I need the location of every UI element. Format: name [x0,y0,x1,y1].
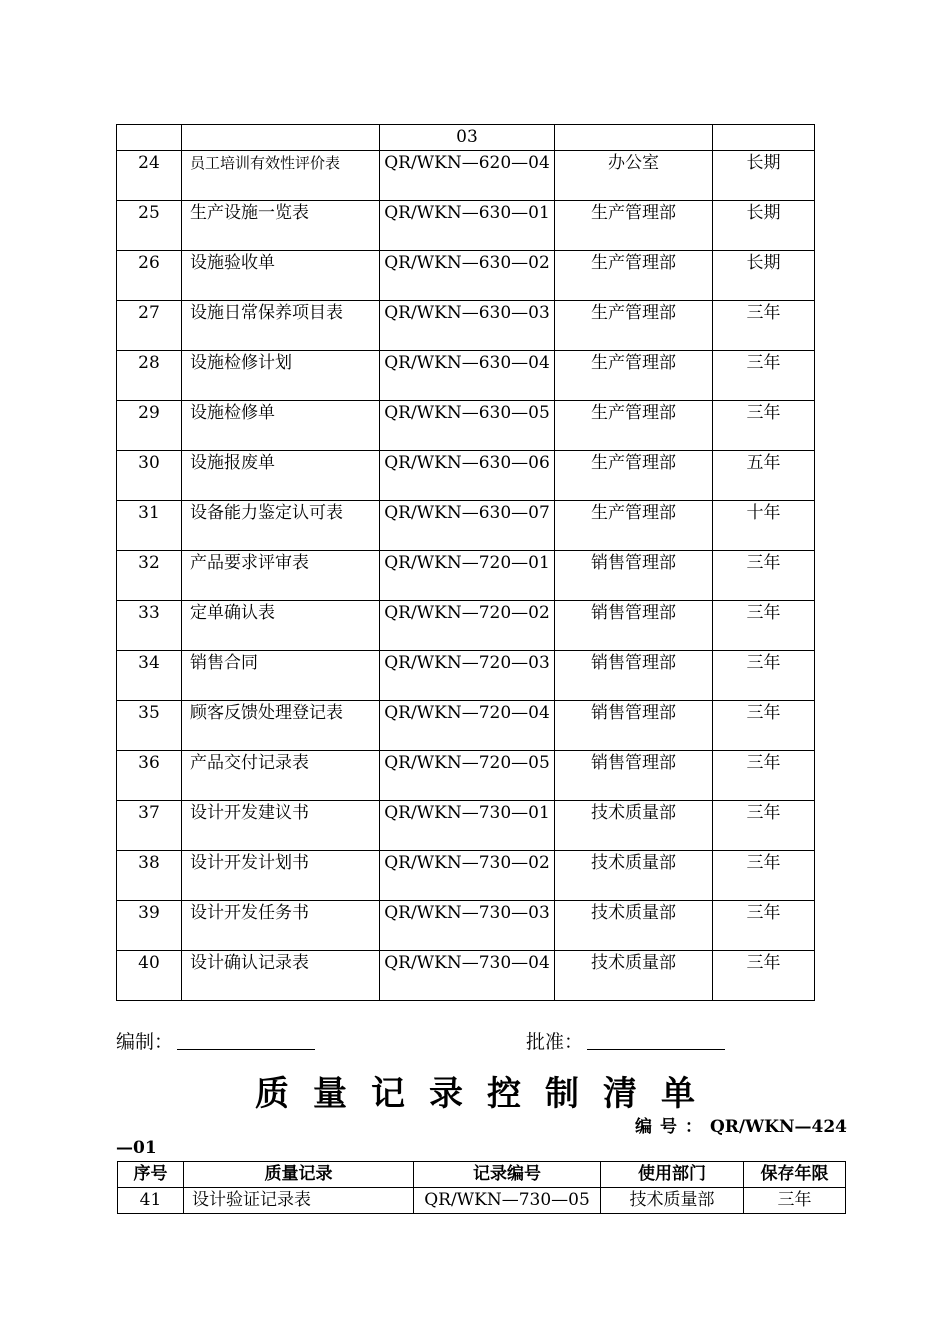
cell-department: 生产管理部 [555,501,713,551]
table-row [118,1188,846,1214]
cell-department: 销售管理部 [555,701,713,751]
document-number-value: QR/WKN—424 [709,1117,847,1137]
cell-record-name: 产品要求评审表 [182,551,380,601]
table-row [117,601,815,651]
cell-retention: 三年 [713,401,815,451]
cell-retention: 长期 [713,251,815,301]
cell-record-code: QR/WKN—730—01 [380,801,555,851]
cell-department: 技术质量部 [601,1188,744,1214]
cell-department: 技术质量部 [555,951,713,1001]
cell-retention: 三年 [713,851,815,901]
cell-record-code: QR/WKN—720—05 [380,751,555,801]
table-row [117,851,815,901]
record-table-continued [116,124,815,1001]
cell-record-code: QR/WKN—630—07 [380,501,555,551]
table-row [117,951,815,1001]
cell-record-name: 设计验证记录表 [184,1188,414,1214]
cell-record-code: QR/WKN—730—04 [380,951,555,1001]
cell-number: 29 [117,401,182,451]
cell-record-name: 员工培训有效性评价表 [182,151,380,201]
cell-number: 24 [117,151,182,201]
cell-retention: 长期 [713,201,815,251]
cell-department: 销售管理部 [555,651,713,701]
cell-department: 生产管理部 [555,251,713,301]
table-row [117,651,815,701]
table-row [117,551,815,601]
cell-department: 销售管理部 [555,751,713,801]
cell-record-code: QR/WKN—630—03 [380,301,555,351]
cell-number: 31 [117,501,182,551]
cell-record-code: QR/WKN—730—03 [380,901,555,951]
cell-record-name: 设备能力鉴定认可表 [182,501,380,551]
cell-record-code: QR/WKN—630—01 [380,201,555,251]
cell-department: 技术质量部 [555,851,713,901]
cell-retention: 十年 [713,501,815,551]
cell-record-name: 设计开发任务书 [182,901,380,951]
cell-number: 30 [117,451,182,501]
cell-record-name [182,125,380,151]
editor-signature-line[interactable] [177,1029,315,1050]
cell-record-name: 设施报废单 [182,451,380,501]
cell-number: 34 [117,651,182,701]
cell-department: 销售管理部 [555,601,713,651]
editor-signature [116,1027,315,1054]
cell-department: 技术质量部 [555,901,713,951]
cell-number: 27 [117,301,182,351]
table-header-row [118,1162,846,1188]
cell-department: 销售管理部 [555,551,713,601]
document-title: 质量记录控制清单 [255,1074,719,1114]
table-row [117,451,815,501]
cell-number: 28 [117,351,182,401]
cell-department: 生产管理部 [555,301,713,351]
cell-number: 25 [117,201,182,251]
cell-record-code: QR/WKN—630—02 [380,251,555,301]
cell-record-name: 设施检修单 [182,401,380,451]
cell-department: 生产管理部 [555,201,713,251]
cell-record-name: 设施检修计划 [182,351,380,401]
cell-number: 41 [118,1188,184,1214]
editor-label: 编制： [116,1031,174,1053]
approver-signature-line[interactable] [587,1029,725,1050]
cell-number [117,125,182,151]
document-number-label: 编号： [634,1117,710,1137]
cell-retention: 长期 [713,151,815,201]
cell-number: 40 [117,951,182,1001]
header-retention: 保存年限 [744,1162,846,1188]
cell-department: 生产管理部 [555,351,713,401]
table-row [117,201,815,251]
cell-record-name: 产品交付记录表 [182,751,380,801]
header-record: 质量记录 [184,1162,414,1188]
cell-record-name: 定单确认表 [182,601,380,651]
header-department: 使用部门 [601,1162,744,1188]
cell-department: 生产管理部 [555,401,713,451]
cell-retention: 三年 [713,751,815,801]
cell-department: 办公室 [555,151,713,201]
table-row [117,401,815,451]
cell-number: 32 [117,551,182,601]
cell-retention: 三年 [713,351,815,401]
cell-department: 技术质量部 [555,801,713,851]
cell-retention: 三年 [713,801,815,851]
cell-record-code: QR/WKN—630—06 [380,451,555,501]
cell-record-code: QR/WKN—720—02 [380,601,555,651]
table-row [117,801,815,851]
cell-retention [713,125,815,151]
cell-department: 生产管理部 [555,451,713,501]
table-row [117,501,815,551]
table-row [117,151,815,201]
table-row [117,751,815,801]
approver-signature [526,1027,725,1054]
table-row [117,301,815,351]
cell-record-name: 设计确认记录表 [182,951,380,1001]
cell-number: 33 [117,601,182,651]
table-row [117,125,815,151]
cell-record-code: 03 [380,125,555,151]
header-code: 记录编号 [414,1162,601,1188]
cell-record-code: QR/WKN—720—01 [380,551,555,601]
document-number-suffix: —01 [116,1138,157,1158]
cell-record-name: 销售合同 [182,651,380,701]
cell-record-name: 生产设施一览表 [182,201,380,251]
cell-number: 37 [117,801,182,851]
cell-department [555,125,713,151]
cell-retention: 三年 [744,1188,846,1214]
table-row [117,251,815,301]
cell-retention: 三年 [713,651,815,701]
cell-retention: 五年 [713,451,815,501]
cell-number: 39 [117,901,182,951]
table-row [117,701,815,751]
cell-number: 35 [117,701,182,751]
approver-label: 批准： [526,1031,584,1053]
cell-record-name: 设施日常保养项目表 [182,301,380,351]
cell-record-name: 设计开发建议书 [182,801,380,851]
cell-retention: 三年 [713,301,815,351]
cell-record-code: QR/WKN—720—04 [380,701,555,751]
cell-record-name: 顾客反馈处理登记表 [182,701,380,751]
cell-retention: 三年 [713,551,815,601]
cell-record-code: QR/WKN—630—04 [380,351,555,401]
cell-record-name: 设计开发计划书 [182,851,380,901]
cell-retention: 三年 [713,901,815,951]
record-table [117,1161,846,1214]
cell-record-code: QR/WKN—730—02 [380,851,555,901]
header-number: 序号 [118,1162,184,1188]
cell-number: 36 [117,751,182,801]
cell-record-code: QR/WKN—720—03 [380,651,555,701]
cell-record-code: QR/WKN—730—05 [414,1188,601,1214]
table-row [117,351,815,401]
document-number [635,1112,847,1137]
table-row [117,901,815,951]
cell-record-code: QR/WKN—630—05 [380,401,555,451]
cell-number: 38 [117,851,182,901]
cell-retention: 三年 [713,701,815,751]
cell-number: 26 [117,251,182,301]
cell-record-name: 设施验收单 [182,251,380,301]
cell-retention: 三年 [713,601,815,651]
cell-retention: 三年 [713,951,815,1001]
cell-record-code: QR/WKN—620—04 [380,151,555,201]
